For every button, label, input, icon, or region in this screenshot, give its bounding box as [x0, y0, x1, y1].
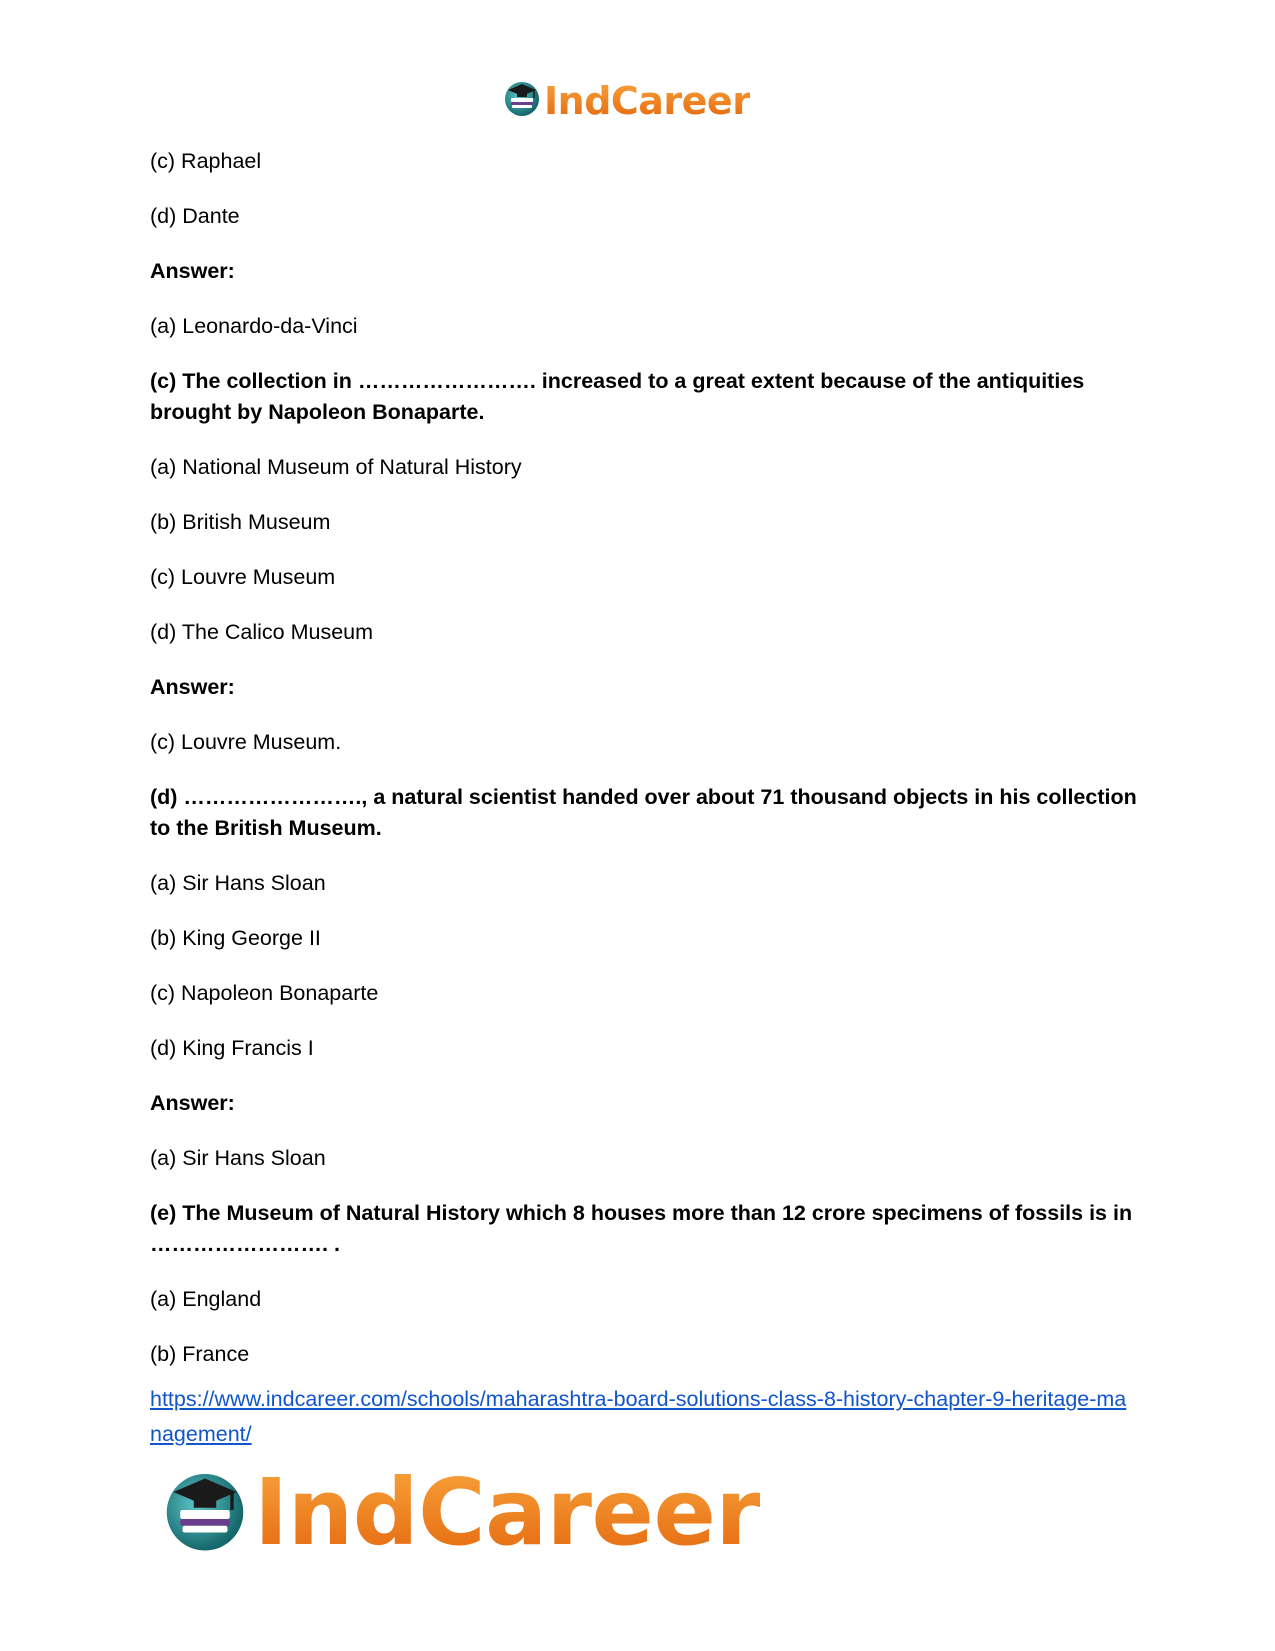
question-line: (c) The collection in ……………………. increased to a great extent because of the antiquities brought by Napoleon Bonaparte.: [150, 369, 1085, 424]
option-line: (a) Sir Hans Sloan: [150, 871, 326, 895]
logo-text: IndCareer: [254, 1458, 761, 1566]
option-line: (b) King George II: [150, 926, 321, 950]
answer-line: (a) Leonardo-da-Vinci: [150, 314, 358, 338]
option-line: (b) France: [150, 1342, 250, 1366]
graduation-cap-books-globe-icon: [502, 78, 542, 123]
answer-label: Answer:: [150, 259, 235, 283]
question-line: (d) ……………………., a natural scientist handed over about 71 thousand objects in his collection to the British Museum.: [150, 785, 1137, 840]
answer-label: Answer:: [150, 675, 235, 699]
answer-line: (c) Louvre Museum.: [150, 730, 342, 754]
option-line: (c) Louvre Museum: [150, 565, 336, 589]
option-line: (d) Dante: [150, 204, 240, 228]
option-line: (c) Raphael: [150, 149, 262, 173]
question-line: (e) The Museum of Natural History which 8 houses more than 12 crore specimens of fossils is in ……………………. .: [150, 1201, 1133, 1256]
option-line: (a) England: [150, 1287, 262, 1311]
logo-text: IndCareer: [544, 78, 751, 123]
header-logo: [502, 78, 750, 123]
answer-line: (a) Sir Hans Sloan: [150, 1146, 326, 1170]
option-line: (c) Napoleon Bonaparte: [150, 981, 379, 1005]
document-body: [150, 146, 1150, 1394]
option-line: (a) National Museum of Natural History: [150, 455, 522, 479]
source-link[interactable]: https://www.indcareer.com/schools/maharashtra-board-solutions-class-8-history-chapter-9-heritage-management/: [150, 1387, 1127, 1446]
option-line: (b) British Museum: [150, 510, 331, 534]
option-line: (d) The Calico Museum: [150, 620, 374, 644]
answer-label: Answer:: [150, 1091, 235, 1115]
graduation-cap-books-globe-icon: [160, 1465, 250, 1560]
option-line: (d) King Francis I: [150, 1036, 314, 1060]
footer-logo: [160, 1458, 761, 1566]
